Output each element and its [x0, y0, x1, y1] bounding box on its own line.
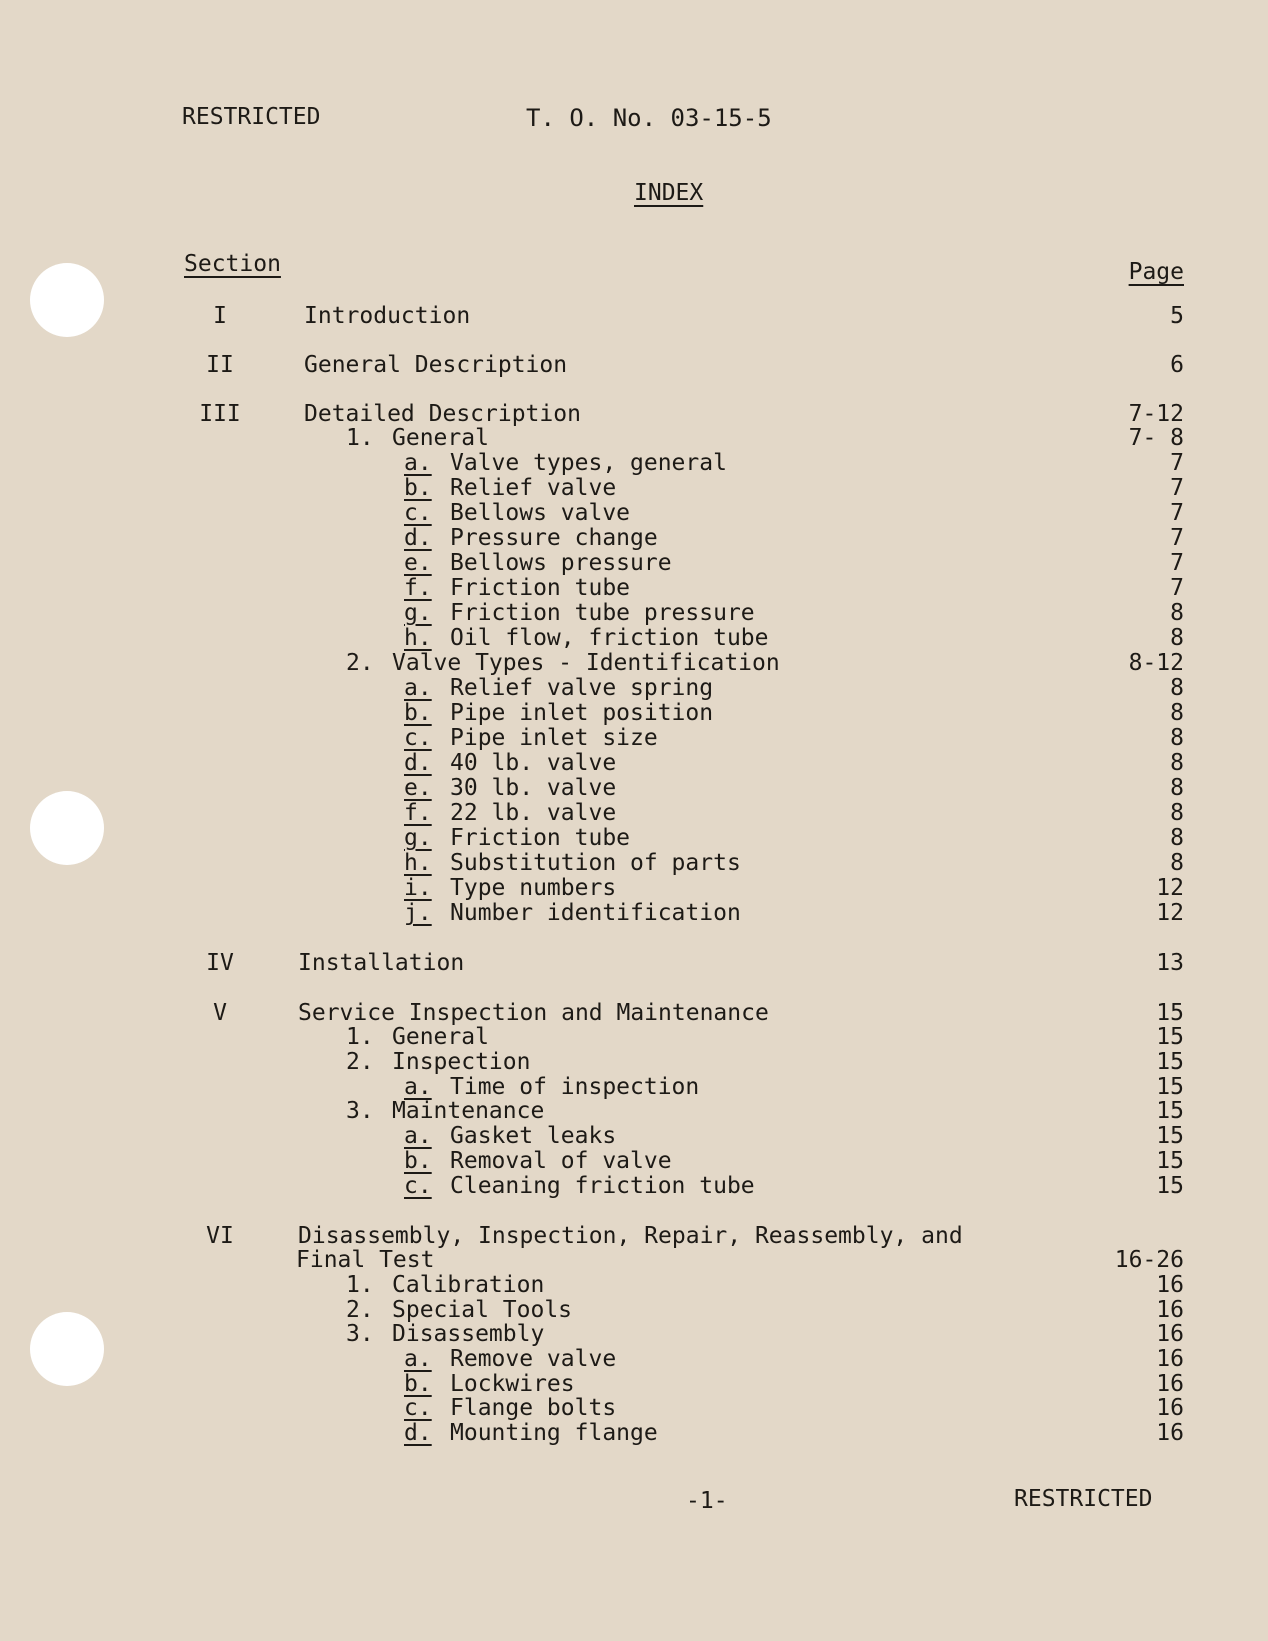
index-entry — [0, 950, 1268, 976]
index-entry — [0, 625, 1268, 651]
index-entry — [0, 401, 1268, 427]
page-reference: 8 — [1170, 700, 1184, 726]
page-reference: 16 — [1156, 1395, 1184, 1421]
entry-title: Time of inspection — [450, 1074, 700, 1100]
item-letter: c. — [404, 500, 432, 526]
index-entry — [0, 1098, 1268, 1124]
index-entry — [0, 1395, 1268, 1421]
entry-title: Valve types, general — [450, 450, 727, 476]
item-letter: e. — [404, 775, 432, 801]
entry-title: Bellows valve — [450, 500, 631, 526]
entry-title: Cleaning friction tube — [450, 1173, 755, 1199]
subsection-number: 1. — [346, 1272, 374, 1298]
item-letter: j. — [404, 900, 432, 926]
entry-title: Introduction — [304, 303, 471, 329]
index-entry — [0, 800, 1268, 826]
index-entry — [0, 1000, 1268, 1026]
item-letter: b. — [404, 475, 432, 501]
entry-title: 40 lb. valve — [450, 750, 617, 776]
entry-title: Maintenance — [392, 1098, 545, 1124]
index-entry — [0, 675, 1268, 701]
entry-title: Oil flow, friction tube — [450, 625, 769, 651]
page-reference: 8 — [1170, 625, 1184, 651]
section-numeral: III — [199, 401, 241, 427]
index-entry — [0, 1024, 1268, 1050]
item-letter: a. — [404, 1123, 432, 1149]
page-title: INDEX — [634, 180, 704, 206]
page-reference: 15 — [1156, 1049, 1184, 1075]
page-reference: 16 — [1156, 1272, 1184, 1298]
entry-title: Relief valve spring — [450, 675, 714, 701]
item-letter: g. — [404, 600, 432, 626]
index-entry — [0, 1371, 1268, 1397]
page-reference: 7 — [1170, 550, 1184, 576]
page-reference: 8 — [1170, 800, 1184, 826]
index-entry — [0, 650, 1268, 676]
page-reference: 16 — [1156, 1371, 1184, 1397]
subsection-number: 2. — [346, 1049, 374, 1075]
entry-title: General Description — [304, 352, 568, 378]
page-reference: 12 — [1156, 875, 1184, 901]
item-letter: h. — [404, 625, 432, 651]
page-reference: 15 — [1156, 1123, 1184, 1149]
index-entry — [0, 303, 1268, 329]
page-reference: 7 — [1170, 475, 1184, 501]
subsection-number: 3. — [346, 1098, 374, 1124]
index-entry — [0, 700, 1268, 726]
section-numeral: IV — [206, 950, 234, 976]
index-entry — [0, 1173, 1268, 1199]
item-letter: a. — [404, 450, 432, 476]
item-letter: h. — [404, 850, 432, 876]
entry-title: Service Inspection and Maintenance — [298, 1000, 769, 1026]
page-reference: 5 — [1170, 303, 1184, 329]
entry-title: Disassembly, Inspection, Repair, Reassembly, and — [298, 1223, 963, 1249]
index-entry — [0, 1223, 1268, 1249]
page-reference: 7- 8 — [1128, 425, 1184, 451]
entry-title: Relief valve — [450, 475, 617, 501]
page-reference: 8 — [1170, 775, 1184, 801]
item-letter: d. — [404, 525, 432, 551]
index-entry — [0, 1074, 1268, 1100]
page-reference: 15 — [1156, 1148, 1184, 1174]
entry-title: Pipe inlet size — [450, 725, 658, 751]
item-letter: f. — [404, 575, 432, 601]
column-header-section: Section — [184, 251, 281, 277]
footer-page-number: -1- — [686, 1488, 728, 1514]
index-entry — [0, 875, 1268, 901]
index-entry — [0, 1148, 1268, 1174]
page-reference: 13 — [1156, 950, 1184, 976]
entry-title: General — [392, 425, 489, 451]
page-reference: 16 — [1156, 1321, 1184, 1347]
entry-title: Detailed Description — [304, 401, 581, 427]
page-reference: 7 — [1170, 575, 1184, 601]
item-letter: b. — [404, 700, 432, 726]
index-entry — [0, 1123, 1268, 1149]
entry-title: Lockwires — [450, 1371, 575, 1397]
subsection-number: 2. — [346, 1297, 374, 1323]
item-letter: c. — [404, 1173, 432, 1199]
entry-title: Remove valve — [450, 1346, 617, 1372]
index-entry — [0, 525, 1268, 551]
entry-title: Inspection — [392, 1049, 531, 1075]
index-entry — [0, 1420, 1268, 1446]
item-letter: e. — [404, 550, 432, 576]
header-classification: RESTRICTED — [182, 104, 321, 130]
page-reference: 15 — [1156, 1173, 1184, 1199]
entry-title: Mounting flange — [450, 1420, 658, 1446]
page-reference: 16 — [1156, 1297, 1184, 1323]
index-entry — [0, 550, 1268, 576]
index-entry — [0, 750, 1268, 776]
entry-title: Number identification — [450, 900, 741, 926]
index-entry — [0, 900, 1268, 926]
page-reference: 8-12 — [1128, 650, 1184, 676]
entry-title: Pipe inlet position — [450, 700, 714, 726]
subsection-number: 1. — [346, 425, 374, 451]
item-letter: d. — [404, 1420, 432, 1446]
entry-title: Bellows pressure — [450, 550, 672, 576]
index-entry — [0, 1297, 1268, 1323]
item-letter: b. — [404, 1371, 432, 1397]
index-entry — [0, 352, 1268, 378]
index-entry — [0, 1247, 1268, 1273]
header-to-number: T. O. No. 03-15-5 — [526, 104, 772, 132]
page-reference: 16 — [1156, 1420, 1184, 1446]
item-letter: c. — [404, 1395, 432, 1421]
entry-title: Friction tube — [450, 825, 631, 851]
page-reference: 7 — [1170, 450, 1184, 476]
item-letter: i. — [404, 875, 432, 901]
item-letter: a. — [404, 1346, 432, 1372]
index-entry — [0, 775, 1268, 801]
entry-title: Calibration — [392, 1272, 545, 1298]
item-letter: a. — [404, 675, 432, 701]
page-reference: 15 — [1156, 1074, 1184, 1100]
index-entry — [0, 500, 1268, 526]
entry-title: Installation — [298, 950, 465, 976]
index-entry — [0, 1272, 1268, 1298]
page-reference: 8 — [1170, 850, 1184, 876]
item-letter: a. — [404, 1074, 432, 1100]
page-reference: 16-26 — [1114, 1247, 1184, 1273]
section-numeral: VI — [206, 1223, 234, 1249]
page-reference: 8 — [1170, 750, 1184, 776]
item-letter: g. — [404, 825, 432, 851]
subsection-number: 3. — [346, 1321, 374, 1347]
page-reference: 12 — [1156, 900, 1184, 926]
section-numeral: V — [213, 1000, 227, 1026]
page-reference: 7 — [1170, 525, 1184, 551]
index-entry — [0, 825, 1268, 851]
section-numeral: II — [206, 352, 234, 378]
page-reference: 16 — [1156, 1346, 1184, 1372]
footer-classification: RESTRICTED — [1014, 1486, 1153, 1512]
entry-title: 30 lb. valve — [450, 775, 617, 801]
entry-title: Special Tools — [392, 1297, 573, 1323]
index-entry — [0, 850, 1268, 876]
entry-title: Final Test — [296, 1247, 435, 1273]
section-numeral: I — [213, 303, 227, 329]
entry-title: Substitution of parts — [450, 850, 741, 876]
item-letter: c. — [404, 725, 432, 751]
item-letter: b. — [404, 1148, 432, 1174]
page-reference: 8 — [1170, 675, 1184, 701]
index-entry — [0, 425, 1268, 451]
index-entry — [0, 1346, 1268, 1372]
index-entry — [0, 1049, 1268, 1075]
subsection-number: 2. — [346, 650, 374, 676]
entry-title: 22 lb. valve — [450, 800, 617, 826]
entry-title: Valve Types - Identification — [392, 650, 780, 676]
entry-title: Friction tube — [450, 575, 631, 601]
column-header-page: Page — [1128, 259, 1184, 285]
index-entry — [0, 450, 1268, 476]
page-reference: 7 — [1170, 500, 1184, 526]
page-reference: 15 — [1156, 1098, 1184, 1124]
index-entry — [0, 600, 1268, 626]
entry-title: Gasket leaks — [450, 1123, 617, 1149]
page-reference: 6 — [1170, 352, 1184, 378]
page-reference: 8 — [1170, 600, 1184, 626]
page-reference: 15 — [1156, 1024, 1184, 1050]
page-reference: 8 — [1170, 825, 1184, 851]
page-reference: 8 — [1170, 725, 1184, 751]
entry-title: Removal of valve — [450, 1148, 672, 1174]
item-letter: d. — [404, 750, 432, 776]
entry-title: Pressure change — [450, 525, 658, 551]
entry-title: Disassembly — [392, 1321, 545, 1347]
page-reference: 15 — [1156, 1000, 1184, 1026]
item-letter: f. — [404, 800, 432, 826]
index-entry — [0, 1321, 1268, 1347]
entry-title: General — [392, 1024, 489, 1050]
index-entry — [0, 725, 1268, 751]
entry-title: Friction tube pressure — [450, 600, 755, 626]
page-reference: 7-12 — [1128, 401, 1184, 427]
subsection-number: 1. — [346, 1024, 374, 1050]
entry-title: Type numbers — [450, 875, 617, 901]
entry-title: Flange bolts — [450, 1395, 617, 1421]
index-entry — [0, 475, 1268, 501]
index-entry — [0, 575, 1268, 601]
